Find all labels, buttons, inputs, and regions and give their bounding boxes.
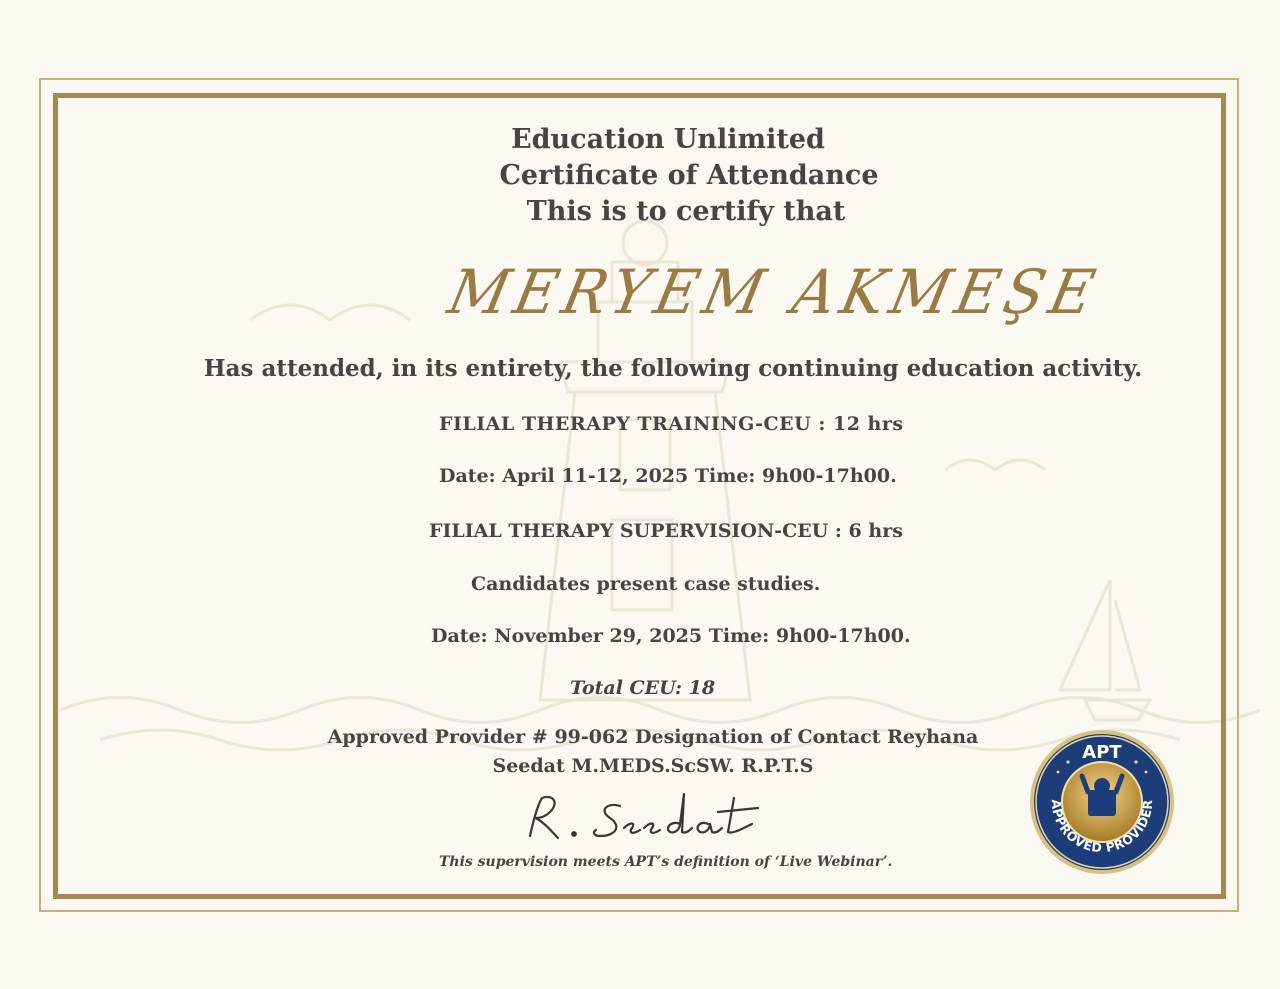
activity-line-supervision: FILIAL THERAPY SUPERVISION-CEU : 6 hrs	[429, 520, 903, 542]
certificate-title: Certificate of Attendance	[499, 160, 879, 191]
activity-line-supervision-date: Date: November 29, 2025 Time: 9h00-17h00.	[431, 625, 911, 647]
activity-line-case-studies: Candidates present case studies.	[471, 573, 821, 595]
footnote: This supervision meets APT’s definition of ‘Live Webinar’.	[439, 854, 893, 870]
total-ceu: Total CEU: 18	[570, 677, 716, 699]
recipient-name: MERYEM AKMEŞE	[442, 256, 1107, 328]
signature-image	[512, 788, 792, 848]
organization-name: Education Unlimited	[511, 124, 825, 155]
activity-line-training-date: Date: April 11-12, 2025 Time: 9h00-17h00.	[439, 465, 897, 487]
attendance-statement: Has attended, in its entirety, the following continuing education activity.	[203, 355, 1143, 382]
seal-ring-text: APPROVED PROVIDER	[1048, 798, 1156, 856]
activity-line-training: FILIAL THERAPY TRAINING-CEU : 12 hrs	[439, 413, 904, 435]
seal-top-text: APT	[1082, 742, 1122, 763]
certify-line: This is to certify that	[526, 196, 846, 227]
provider-line-2: Seedat M.MEDS.ScSW. R.P.T.S	[492, 755, 814, 777]
apt-approved-provider-seal	[1028, 728, 1176, 876]
provider-line-1: Approved Provider # 99-062 Designation of Contact Reyhana	[327, 726, 979, 748]
